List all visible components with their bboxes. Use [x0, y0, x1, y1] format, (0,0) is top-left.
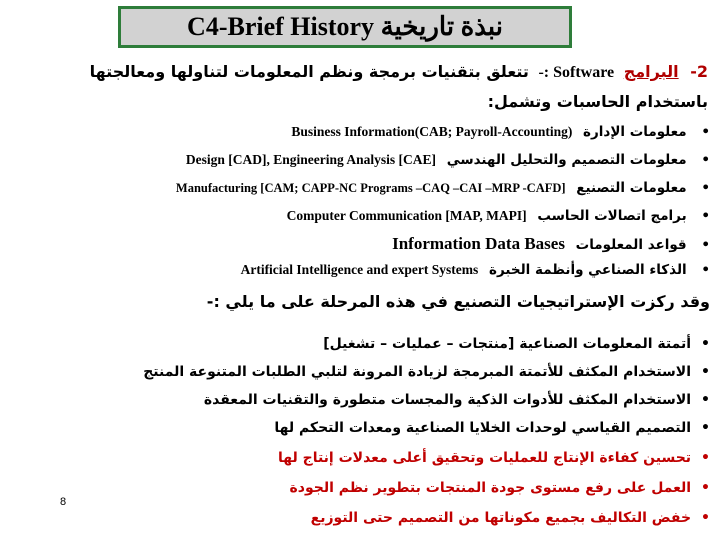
- item-arabic: معلومات التصميم والتحليل الهندسي: [446, 152, 687, 168]
- item-english: Design [CAD], Engineering Analysis [CAE]: [185, 152, 436, 167]
- item-arabic: معلومات الإدارة: [583, 124, 687, 140]
- item-english: Business Information(CAB; Payroll-Accounting): [291, 124, 573, 139]
- list-item: [204, 392, 710, 408]
- bullet-icon: •: [701, 237, 710, 253]
- slide-title-text: C4-Brief History نبذة تاريخية: [187, 12, 503, 41]
- strategy-text: الاستخدام المكثف للأتمتة المبرمجة لزيادة المرونة لتلبي الطلبات المتنوعة المنتج: [143, 364, 692, 380]
- bullet-icon: •: [701, 510, 710, 526]
- item-arabic: معلومات التصنيع: [576, 180, 687, 196]
- bullet-icon: •: [701, 364, 710, 380]
- intro-line-2: باستخدام الحاسبات وتشمل:: [487, 92, 708, 111]
- item-english: Artificial Intelligence and expert Systems: [240, 262, 479, 277]
- item-english: Computer Communication [MAP, MAPI]: [286, 208, 527, 223]
- bullet-icon: •: [701, 420, 710, 436]
- item-arabic: برامج اتصالات الحاسب: [537, 208, 687, 224]
- list-item: [186, 152, 710, 168]
- program-word: البرامج: [623, 62, 679, 81]
- bullet-icon: •: [701, 208, 710, 224]
- intro-text: تتعلق بتقنيات برمجة ونظم المعلومات لتناولها ومعالجتها: [89, 62, 529, 81]
- software-label: -: Software: [538, 64, 615, 81]
- list-item: [291, 124, 710, 140]
- bullet-icon: •: [701, 480, 710, 496]
- item-arabic: قواعد المعلومات: [575, 237, 687, 253]
- list-item: [176, 180, 710, 196]
- list-item: [278, 450, 710, 466]
- bullet-icon: •: [701, 392, 710, 408]
- page-number: 8: [60, 496, 67, 508]
- list-item: [287, 208, 710, 224]
- bullet-icon: •: [701, 152, 710, 168]
- bullet-icon: •: [701, 450, 710, 466]
- strategy-text: التصميم القياسي لوحدات الخلايا الصناعية ومعدات التحكم لها: [274, 420, 692, 436]
- list-item: [274, 420, 710, 436]
- strategy-text: خفض التكاليف بجميع مكوناتها من التصميم حتى التوزيع: [310, 510, 692, 526]
- list-item: [241, 262, 710, 278]
- bullet-icon: •: [701, 124, 710, 140]
- item-arabic: الذكاء الصناعي وأنظمة الخبرة: [489, 262, 687, 278]
- intro-line: [90, 62, 708, 82]
- strategy-text: أتمتة المعلومات الصناعية [منتجات – عمليات – تشغيل]: [323, 336, 692, 352]
- list-item: [311, 510, 710, 526]
- list-item: [290, 480, 710, 496]
- list-item: [392, 234, 710, 254]
- strategy-text: الاستخدام المكثف للأدوات الذكية والمجسات متطورة والتقنيات المعقدة: [203, 392, 692, 408]
- item-english: Manufacturing [CAM; CAPP-NC Programs –CAQ –CAI –MRP -CAFD]: [175, 181, 566, 195]
- strategies-heading: وقد ركزت الإستراتيجيات التصنيع في هذه المرحلة على ما يلي :-: [206, 292, 710, 311]
- list-item: [143, 364, 710, 380]
- strategy-text: تحسين كفاءة الإنتاج للعمليات وتحقيق أعلى معدلات إنتاج لها: [277, 450, 692, 466]
- bullet-icon: •: [701, 180, 710, 196]
- item-english: Information Data Bases: [392, 234, 565, 253]
- strategy-text: العمل على رفع مستوى جودة المنتجات بتطوير نظم الجودة: [289, 480, 692, 496]
- slide-title: [118, 6, 572, 48]
- bullet-icon: •: [701, 262, 710, 278]
- list-item: [323, 336, 710, 352]
- section-number: 2-: [690, 62, 708, 81]
- bullet-icon: •: [701, 336, 710, 352]
